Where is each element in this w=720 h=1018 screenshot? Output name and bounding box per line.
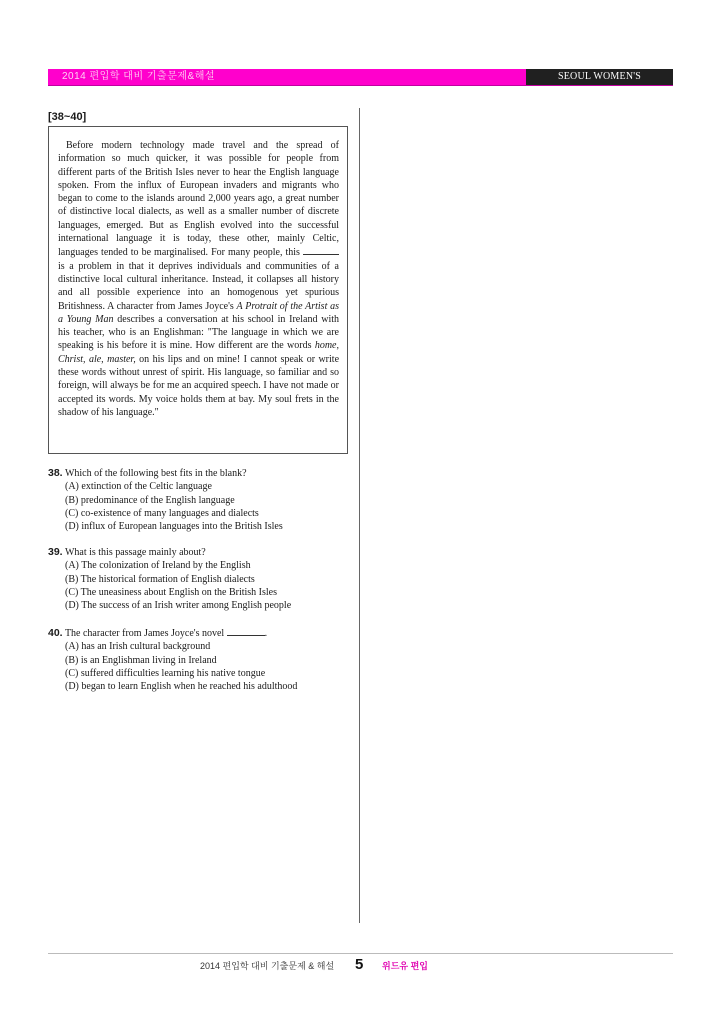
option-b[interactable]: (B) is an Englishman living in Ireland [65, 654, 217, 666]
footer-brand: 위드유 편입 [382, 961, 428, 971]
passage-box [48, 126, 348, 454]
header-bar [48, 69, 673, 98]
option-c[interactable]: (C) The uneasiness about English on the British Isles [65, 586, 278, 598]
question-40 [48, 626, 348, 693]
option-list [48, 480, 348, 533]
question-number: 40. [48, 627, 63, 639]
footer-title: 2014 편입학 대비 기출문제 & 해설 [200, 961, 335, 971]
question-stem [48, 546, 348, 559]
italic-words: home, Christ, ale, master, [58, 340, 339, 365]
passage-part-4: on his lips and on mine! I cannot speak or write these words without unrest of spirit. His language, so familiar and so foreign, will always be for me an acquired speech. I have not made or accepted its words. My voice holds them at bay. My soul frets in the shadow of his language." [58, 353, 340, 418]
option-d[interactable]: (D) influx of European languages into the British Isles [65, 521, 283, 533]
option-a[interactable]: (A) extinction of the Celtic language [65, 481, 212, 493]
question-text: Which of the following best fits in the blank? [64, 468, 247, 479]
option-list [48, 640, 348, 693]
footer-rule [48, 953, 673, 954]
header-title: 2014 편입학 대비 기출문제&해설 [62, 71, 216, 82]
option-c[interactable]: (C) suffered difficulties learning his native tongue [65, 667, 266, 679]
page-number: 5 [355, 956, 364, 973]
section-label: [38~40] [48, 111, 87, 123]
question-blank [227, 626, 265, 636]
passage-part-3: describes a conversation at his school in Ireland with his teacher, who is an Englishman: "The language in which we are speaking is his before it is mine. How different are the words [58, 313, 339, 352]
option-c[interactable]: (C) co-existence of many languages and dialects [65, 507, 259, 519]
question-stem [48, 467, 348, 480]
question-38 [48, 467, 348, 533]
passage-text [58, 139, 339, 419]
option-a[interactable]: (A) The colonization of Ireland by the English [65, 560, 251, 572]
question-stem [48, 626, 348, 640]
question-text-end: . [264, 628, 268, 639]
passage-blank [303, 245, 339, 255]
option-b[interactable]: (B) The historical formation of English dialects [65, 573, 255, 585]
passage-part-1: Before modern technology made travel and the spread of information so much quicker, it was possible for people from different parts of the British Isles never to hear the English language spoken. From the influx of European invaders and migrants who began to come to the islands around 2,000 years ago, a great number of distinctive local dialects, as well as a smaller number of discrete languages, emerged. But as English evolved into the successful international language it is today, these other, mainly Celtic, languages tended to be marginalised. For many people, this [58, 140, 339, 259]
question-39 [48, 546, 348, 612]
option-list [48, 559, 348, 612]
option-d[interactable]: (D) The success of an Irish writer among English people [65, 600, 292, 612]
question-text: The character from James Joyce's novel [64, 628, 225, 639]
book-title: A Protrait of the Artist as a Young Man [58, 300, 339, 325]
column-divider [359, 108, 360, 923]
option-a[interactable]: (A) has an Irish cultural background [65, 641, 211, 653]
option-b[interactable]: (B) predominance of the English language [65, 494, 235, 506]
option-d[interactable]: (D) began to learn English when he reached his adulthood [65, 681, 298, 693]
question-number: 38. [48, 467, 63, 479]
header-university: SEOUL WOMEN'S UNIVERSITY [526, 69, 673, 85]
question-number: 39. [48, 546, 63, 558]
passage-part-2: is a problem in that it deprives individuals and communities of a distinctive local cultural inheritance. Instead, it collapses all history and all possible experience into an homogenous yet spurious Britishness. A character from James Joyce's [58, 260, 339, 312]
question-text: What is this passage mainly about? [64, 547, 206, 558]
